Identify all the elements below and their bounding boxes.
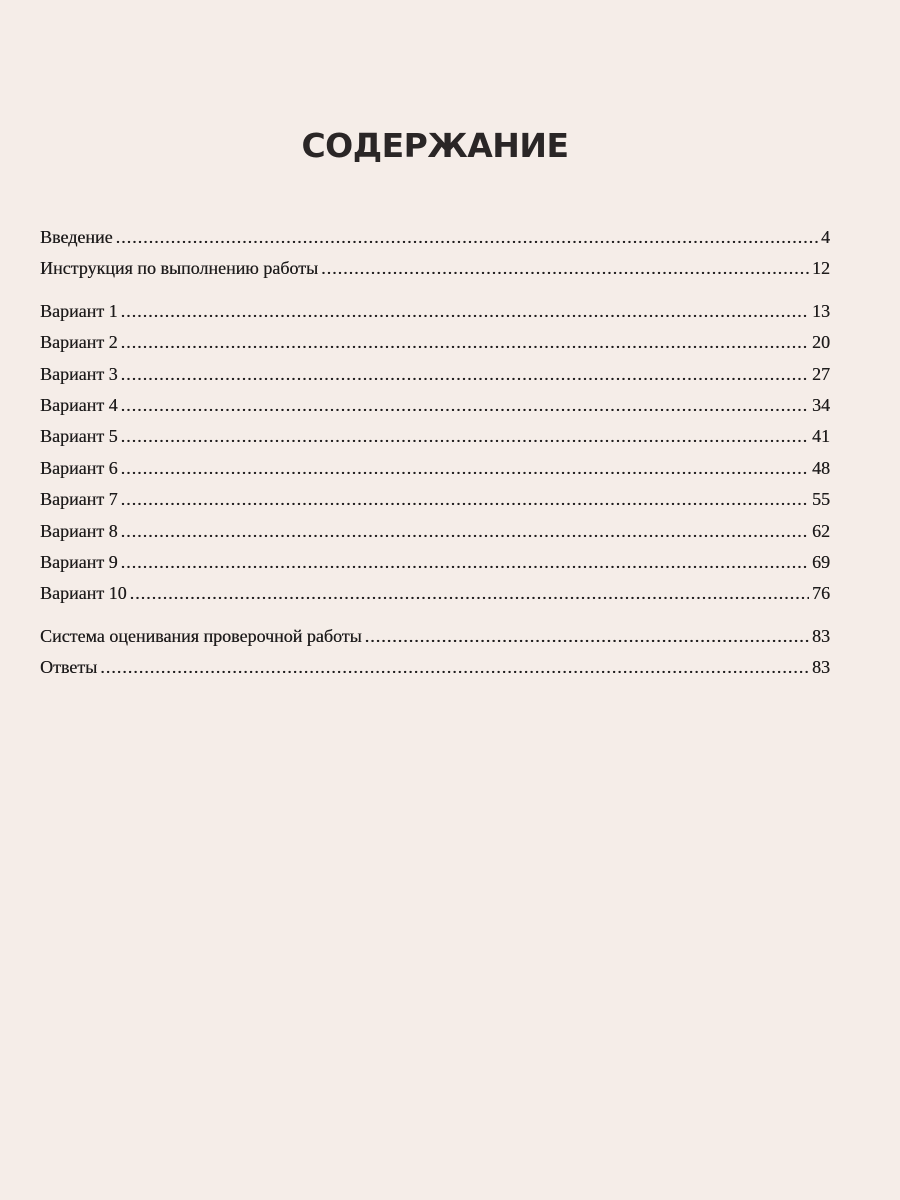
toc-entry-page: 55	[812, 489, 830, 510]
dot-leader	[121, 332, 809, 353]
toc-entry-page: 76	[812, 583, 830, 604]
dot-leader	[121, 426, 809, 447]
toc-entry-label: Вариант 3	[40, 363, 118, 384]
toc-entry-page: 83	[812, 657, 830, 678]
dot-leader	[121, 521, 809, 542]
toc-entry	[40, 583, 830, 614]
dot-leader	[121, 364, 809, 385]
toc-entry	[40, 301, 830, 332]
toc-entry-label: Вариант 6	[40, 457, 118, 478]
dot-leader	[365, 626, 809, 647]
toc-entry-label: Вариант 4	[40, 394, 118, 415]
toc-entry	[40, 227, 830, 258]
dot-leader	[121, 552, 809, 573]
toc-entry-label: Инструкция по выполнению работы	[40, 258, 319, 279]
toc-entry	[40, 458, 830, 489]
toc-entry-label: Вариант 5	[40, 426, 118, 447]
dot-leader	[121, 395, 809, 416]
toc-entry-page: 41	[812, 426, 830, 447]
toc-entry-page: 4	[821, 227, 830, 247]
toc-entry-label: Система оценивания проверочной работы	[40, 625, 362, 646]
toc-entry	[40, 489, 830, 520]
toc-entry	[40, 258, 830, 289]
dot-leader	[121, 458, 809, 479]
toc-entry-label: Вариант 9	[40, 551, 118, 572]
toc-entry	[40, 521, 830, 552]
table-of-contents	[40, 227, 830, 688]
toc-entry-page: 83	[812, 625, 830, 646]
dot-leader	[321, 258, 809, 279]
dot-leader	[130, 583, 809, 604]
toc-entry-page: 34	[812, 394, 830, 415]
toc-entry	[40, 657, 830, 688]
toc-entry-label: Вариант 8	[40, 520, 118, 541]
toc-entry-page: 13	[812, 300, 830, 321]
toc-entry	[40, 364, 830, 395]
toc-entry-page: 62	[812, 520, 830, 541]
page-title: СОДЕРЖАНИЕ	[301, 126, 569, 165]
toc-entry-page: 27	[812, 363, 830, 384]
dot-leader	[121, 301, 809, 322]
toc-entry-label: Вариант 2	[40, 332, 118, 353]
toc-entry	[40, 552, 830, 583]
toc-entry	[40, 332, 830, 363]
toc-entry-page: 12	[812, 258, 830, 279]
toc-entry-page: 48	[812, 457, 830, 478]
dot-leader	[100, 657, 809, 678]
toc-entry	[40, 626, 830, 657]
toc-entry-label: Вариант 7	[40, 489, 118, 510]
dot-leader	[121, 489, 809, 510]
toc-entry	[40, 395, 830, 426]
toc-entry-label: Вариант 10	[40, 583, 127, 604]
toc-entry-label: Ответы	[40, 657, 98, 678]
toc-entry-label: Введение	[40, 227, 113, 247]
toc-entry-page: 20	[812, 332, 830, 353]
toc-entry-label: Вариант 1	[40, 300, 118, 321]
toc-entry	[40, 426, 830, 457]
dot-leader	[116, 227, 818, 248]
toc-entry-page: 69	[812, 551, 830, 572]
